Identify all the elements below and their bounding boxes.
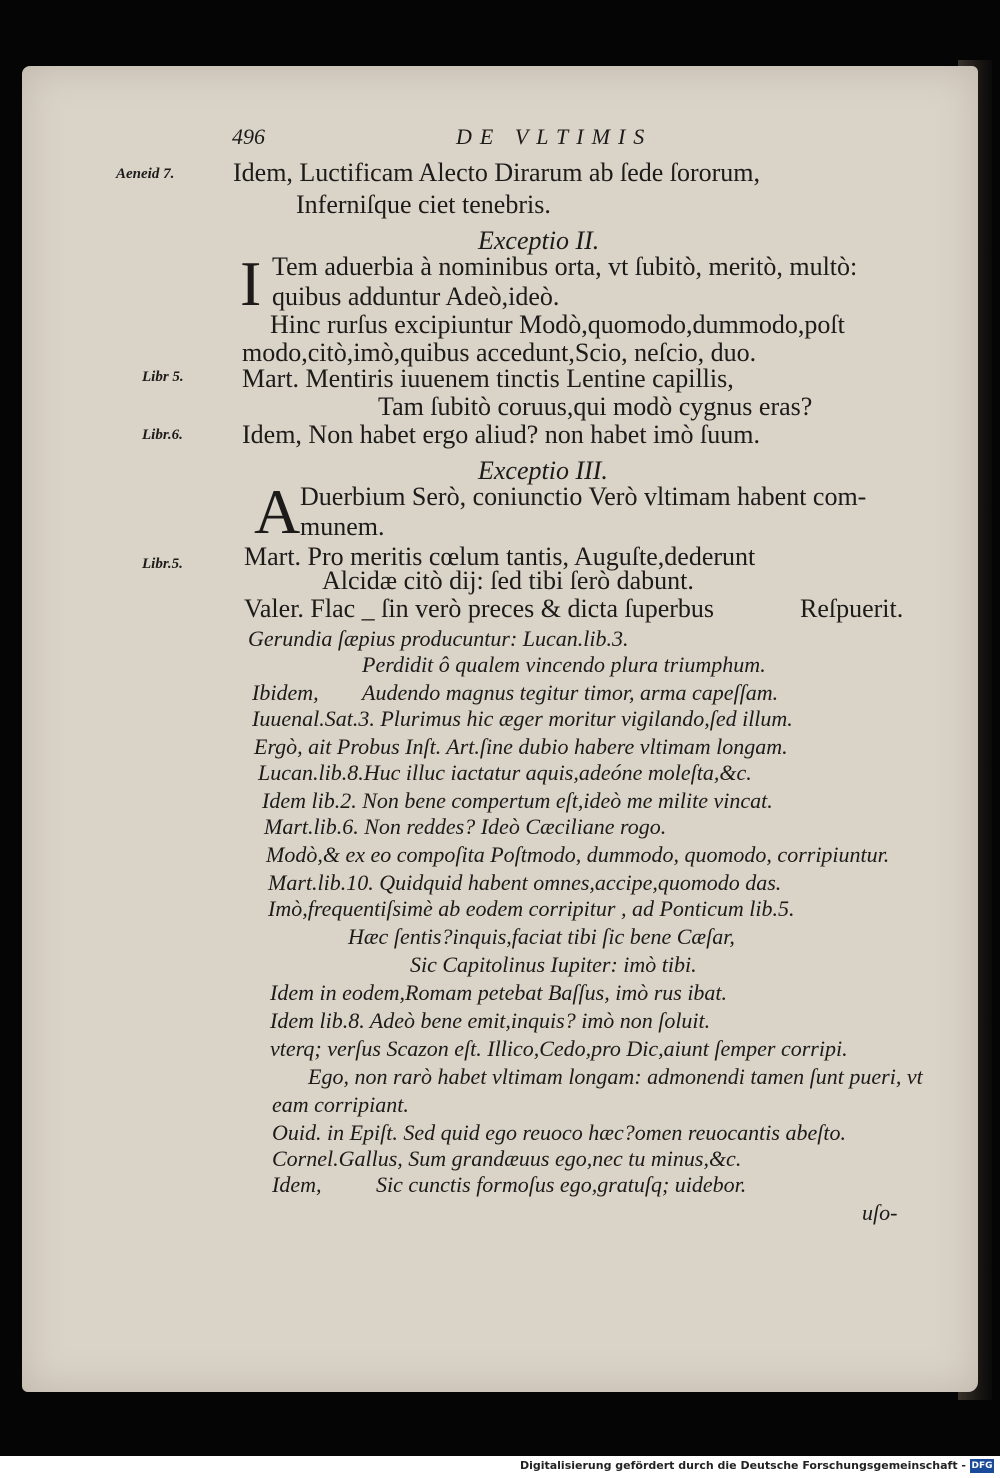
- margin-note-libr5: Libr 5.: [142, 369, 184, 385]
- text-line: Sic cunctis formoſus ego,gratuſq; uidebor.: [376, 1172, 747, 1197]
- text-line: Reſpuerit.: [800, 594, 904, 623]
- text-line: Cornel.Gallus, Sum grandæuus ego,nec tu minus,&c.: [272, 1146, 742, 1171]
- text-line: Mart. Pro meritis cœlum tantis, Auguſte,dederunt: [244, 542, 756, 571]
- text-line: Alcidæ citò dij: ſed tibi ſerò dabunt.: [322, 566, 694, 595]
- margin-note-aeneid: Aeneid 7.: [116, 166, 175, 182]
- text-line: Mart.lib.10. Quidquid habent omnes,accipe,quomodo das.: [268, 870, 782, 895]
- text-line: Idem in eodem,Romam petebat Baſſus, imò rus ibat.: [270, 980, 728, 1005]
- catchword: uſo-: [862, 1200, 898, 1225]
- text-line: Tem aduerbia à nominibus orta, vt ſubitò, meritò, multò:: [272, 252, 858, 281]
- text-line: quibus adduntur Adeò,ideò.: [272, 282, 560, 311]
- text-line: Modò,& ex eo compoſita Poſtmodo, dummodo, quomodo, corripiuntur.: [266, 842, 890, 867]
- text-line: Tam ſubitò coruus,qui modò cygnus eras?: [378, 392, 813, 421]
- section-heading: Exceptio III.: [478, 456, 608, 485]
- text-line: Mart. Mentiris iuuenem tinctis Lentine capillis,: [242, 364, 734, 393]
- text-line: Idem lib.8. Adeò bene emit,inquis? imò non ſoluit.: [270, 1008, 711, 1033]
- digitization-credit: Digitalisierung gefördert durch die Deutsche Forschungsgemeinschaft -: [519, 1459, 966, 1472]
- text-line: Imò,frequentiſsimè ab eodem corripitur , ad Ponticum lib.5.: [268, 896, 795, 921]
- text-line: Hinc rurſus excipiuntur Modò,quomodo,dummodo,poſt: [270, 310, 845, 339]
- text-line: eam corripiant.: [272, 1092, 409, 1117]
- text-line: Idem,: [272, 1172, 322, 1197]
- text-line: Idem, Luctificam Alecto Dirarum ab ſede ſororum,: [233, 158, 761, 187]
- text-line: Ergò, ait Probus Inſt. Art.ſine dubio habere vltimam longam.: [254, 734, 788, 759]
- page-number: 496: [232, 124, 265, 149]
- text-line: Hæc ſentis?inquis,faciat tibi ſic bene Cæſar,: [348, 924, 735, 949]
- text-line: Idem lib.2. Non bene compertum eſt,ideò me milite vincat.: [262, 788, 773, 813]
- text-line: Idem, Non habet ergo aliud? non habet imò ſuum.: [242, 420, 760, 449]
- drop-capital: A: [254, 476, 301, 547]
- text-line: Ouid. in Epiſt. Sed quid ego reuoco hæc?omen reuocantis abeſto.: [272, 1120, 846, 1145]
- text-line: vterq; verſus Scazon eſt. Illico,Cedo,pro Dic,aiunt ſemper corripi.: [270, 1036, 848, 1061]
- text-line: munem.: [300, 512, 385, 541]
- running-title: DE VLTIMIS: [456, 124, 653, 149]
- text-line: Valer. Flac _ ſin verò preces & dicta ſuperbus: [244, 594, 715, 623]
- drop-capital: I: [240, 248, 262, 319]
- text-line: Ibidem,: [252, 680, 319, 705]
- margin-note-libr6: Libr.6.: [142, 427, 183, 443]
- text-line: Audendo magnus tegitur timor, arma capeſſam.: [362, 680, 779, 705]
- text-line: Ego, non rarò habet vltimam longam: admonendi tamen ſunt pueri, vt: [308, 1064, 923, 1089]
- section-heading: Exceptio II.: [478, 226, 600, 255]
- text-line: Gerundia ſæpius producuntur: Lucan.lib.3.: [248, 626, 629, 651]
- dfg-logo: DFG: [971, 1461, 993, 1471]
- text-line: Sic Capitolinus Iupiter: imò tibi.: [410, 952, 697, 977]
- text-line: Duerbium Serò, coniunctio Verò vltimam habent com-: [300, 482, 867, 511]
- text-line: Iuuenal.Sat.3. Plurimus hic æger moritur vigilando,ſed illum.: [252, 706, 793, 731]
- text-line: Lucan.lib.8.Huc illuc iactatur aquis,adeóne moleſta,&c.: [258, 760, 752, 785]
- text-line: Inferniſque ciet tenebris.: [296, 190, 551, 219]
- text-line: Perdidit ô qualem vincendo plura triumphum.: [362, 652, 766, 677]
- text-line: modo,citò,imò,quibus accedunt,Scio, neſcio, duo.: [242, 338, 757, 367]
- margin-note-libr5b: Libr.5.: [142, 556, 183, 572]
- text-line: Mart.lib.6. Non reddes? Ideò Cæciliane rogo.: [264, 814, 667, 839]
